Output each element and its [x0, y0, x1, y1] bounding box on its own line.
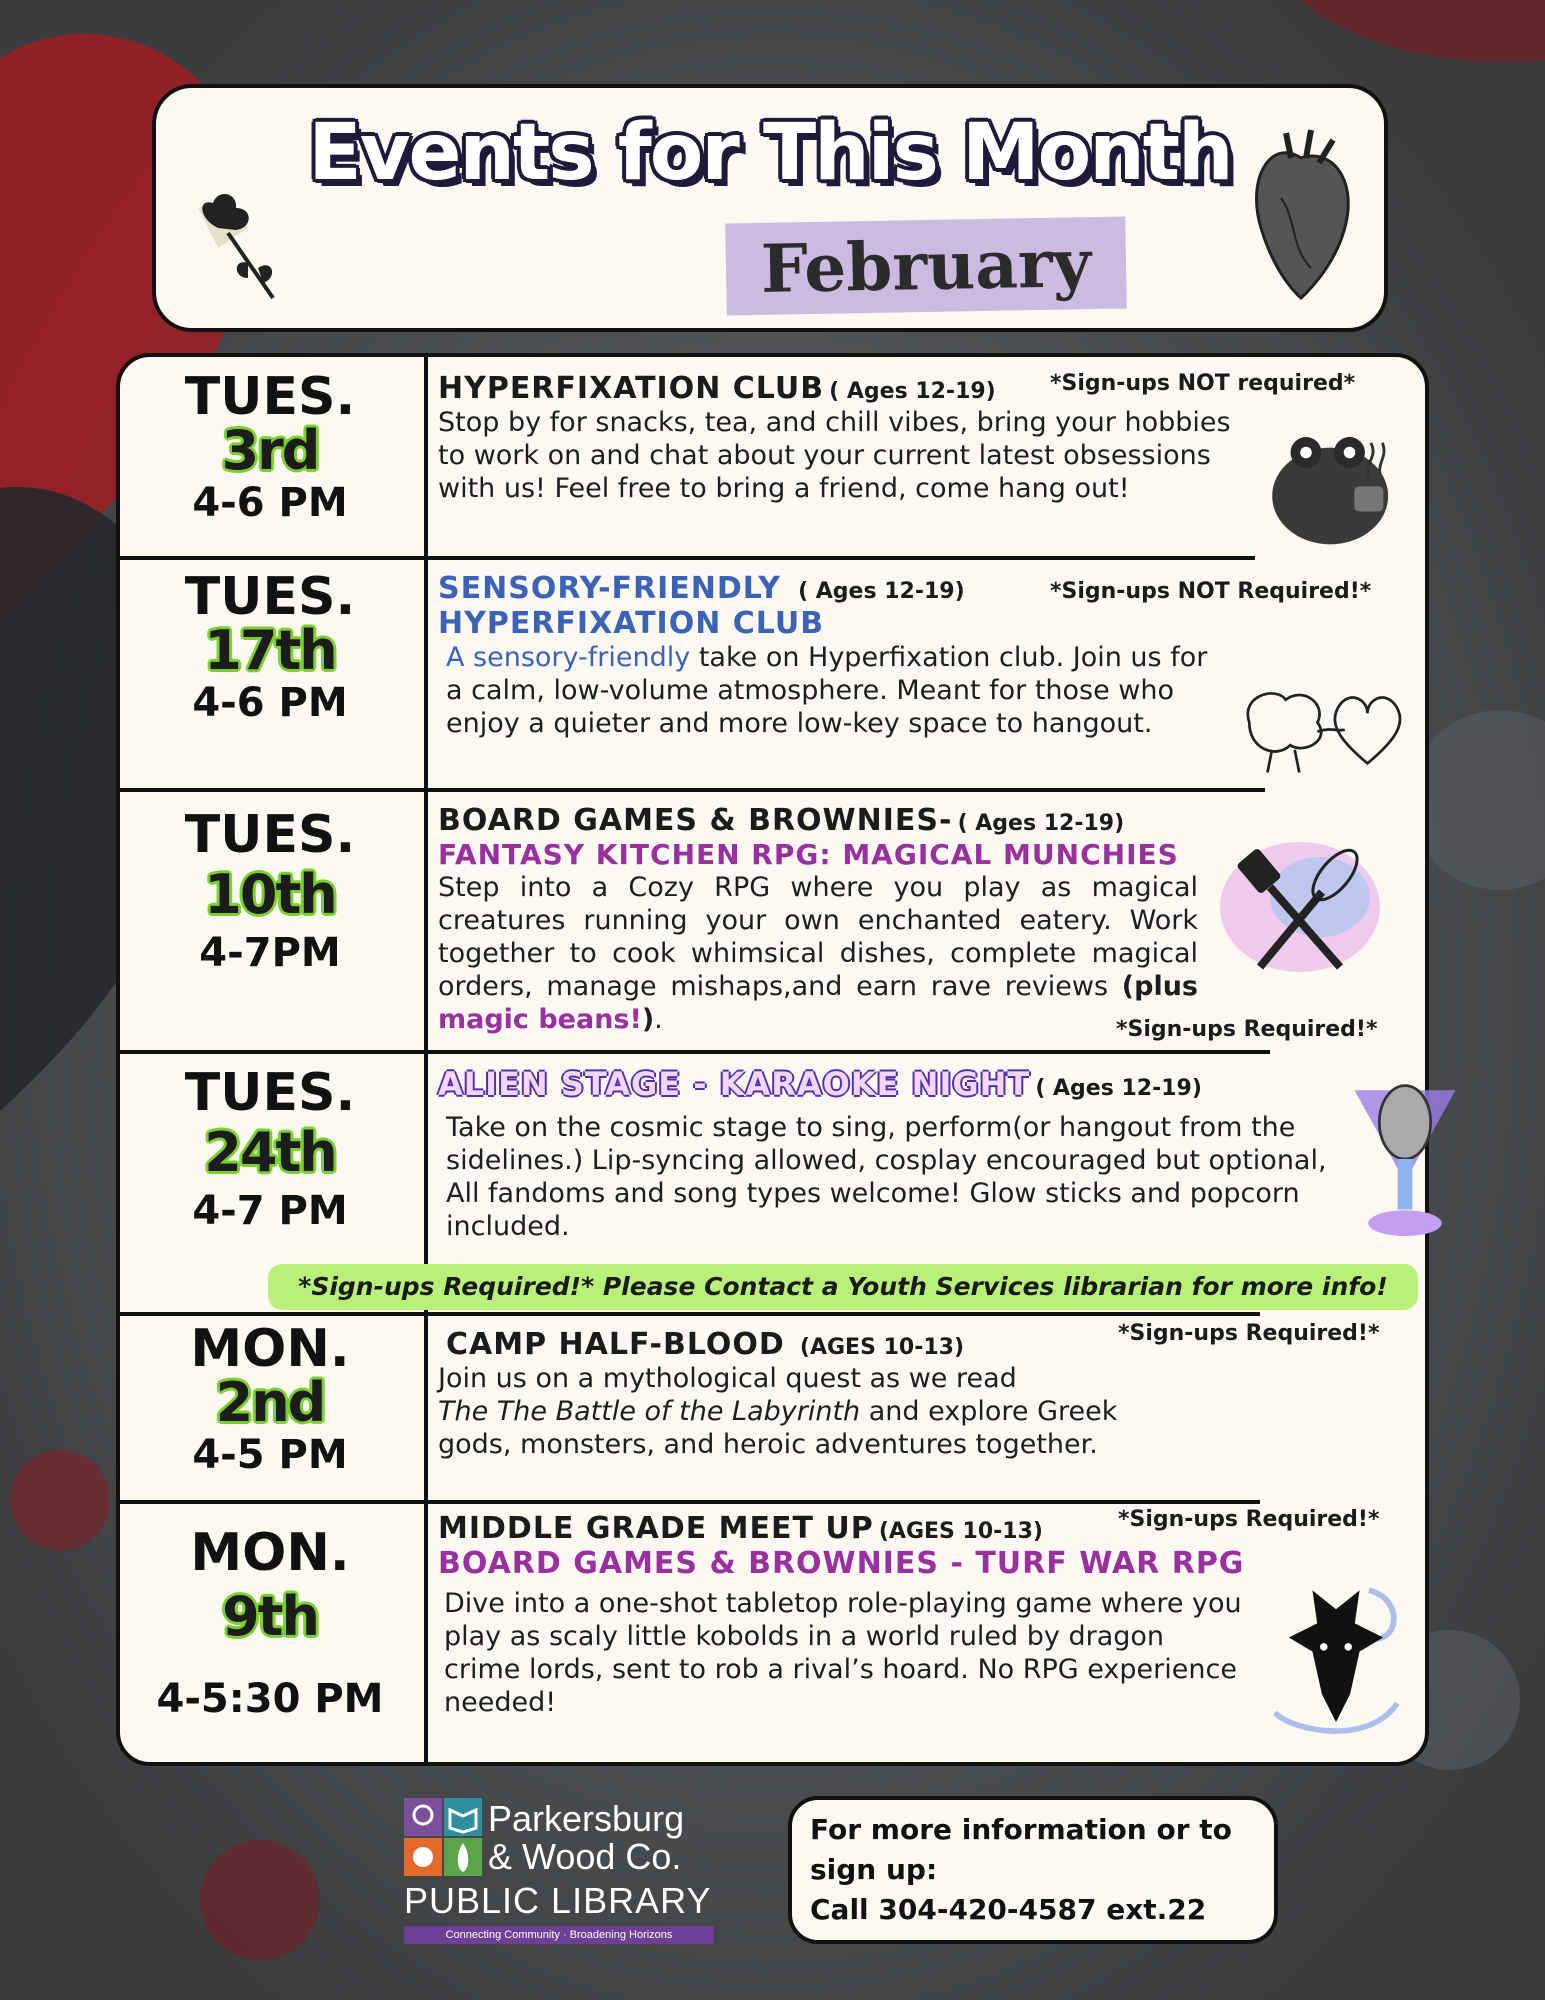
row-divider — [120, 788, 1265, 792]
event-date — [120, 805, 420, 976]
event-subtitle: FANTASY KITCHEN RPG: MAGICAL MUNCHIES — [438, 838, 1179, 871]
event-title: HYPERFIXATION CLUB — [438, 371, 825, 406]
event-time: 4-7 PM — [192, 1187, 348, 1234]
row-divider — [120, 1500, 1260, 1504]
event-description: Stop by for snacks, tea, and chill vibes, bring your hobbies to work on and chat about your current latest obsessions with us! Feel free to bring a friend, come hang out! — [438, 407, 1231, 504]
logo-text: & Wood Co. — [488, 1836, 682, 1877]
event-time: 4-5:30 PM — [156, 1675, 384, 1722]
spatula-whisk-icon — [1210, 827, 1390, 987]
event-day: MON. — [190, 1523, 350, 1583]
signup-note: *Sign-ups NOT required* — [1050, 371, 1356, 396]
microphone-icon — [1350, 1069, 1460, 1249]
frog-tea-icon — [1260, 409, 1410, 554]
event-description: Take on the cosmic stage to sing, perform(or hangout from the sidelines.) Lip-syncing allowed, cosplay encouraged but optional, All fandoms and song types welcome! Glow sticks and popcorn included. — [446, 1112, 1327, 1242]
event-day: TUES. — [184, 567, 356, 627]
library-logo-icon — [404, 1798, 484, 1878]
event-details — [438, 1327, 1238, 1461]
event-ages: ( Ages 12-19) — [957, 811, 1125, 836]
event-description — [438, 871, 1198, 1036]
flower-icon — [178, 188, 288, 308]
event-ages: ( Ages 12-19) — [798, 579, 965, 604]
event-ages: ( Ages 12-19) — [1035, 1076, 1202, 1101]
header-box — [152, 84, 1388, 332]
event-title: CAMP HALF-BLOOD — [446, 1327, 785, 1362]
description-highlight: A sensory-friendly — [446, 642, 691, 673]
description-text: Step into a Cozy RPG where you play as magical creatures running your own enchanted eatery. Work together to cook whimsical dishes, complete magical orders, manage mishaps,and earn rave reviews — [438, 872, 1198, 1002]
row-divider — [120, 556, 1255, 560]
description-line: Join us on a mythological quest as we read — [438, 1363, 1017, 1394]
contact-text: sign up: — [810, 1853, 938, 1886]
event-day-number: 24th — [204, 1121, 336, 1184]
event-details — [438, 1065, 1338, 1243]
anatomical-heart-icon — [1241, 128, 1361, 308]
month-label: February — [760, 224, 1092, 308]
logo-tagline: Connecting Community · Broadening Horizons — [404, 1926, 714, 1944]
description-line: gods, monsters, and heroic adventures together. — [438, 1429, 1098, 1460]
event-date — [120, 1063, 420, 1234]
events-card — [116, 353, 1429, 1766]
description-bold: (plus — [1121, 971, 1198, 1002]
page-title: Events for This Month — [308, 108, 1232, 198]
book-title: The The Battle of the Labyrinth — [438, 1396, 861, 1427]
event-ages: ( Ages 12-19) — [829, 379, 996, 404]
signup-contact-note: *Sign-ups Required!* Please Contact a Youth Services librarian for more info! — [268, 1264, 1418, 1310]
event-date — [120, 1523, 420, 1722]
event-title: BOARD GAMES & BROWNIES- — [438, 803, 953, 838]
description-text: . — [654, 1004, 663, 1035]
event-day: TUES. — [184, 367, 356, 427]
event-time: 4-6 PM — [192, 479, 348, 526]
row-divider — [120, 1050, 1270, 1054]
brain-heart-icon — [1222, 677, 1422, 777]
event-date — [120, 567, 420, 726]
event-day-number: 3rd — [221, 419, 319, 482]
event-time: 4-5 PM — [192, 1431, 348, 1478]
event-details — [438, 1511, 1338, 1719]
event-time: 4-7PM — [199, 929, 341, 976]
contact-info-box — [788, 1796, 1278, 1944]
event-date — [120, 1319, 420, 1478]
column-divider — [424, 357, 428, 1762]
event-day-number: 2nd — [215, 1371, 325, 1434]
library-logo — [404, 1798, 724, 1948]
month-highlight — [725, 217, 1127, 316]
event-description — [438, 641, 1226, 740]
contact-phone: Call 304-420-4587 ext.22 — [810, 1893, 1207, 1926]
event-day-number: 9th — [222, 1585, 318, 1648]
signup-note: *Sign-ups Required!* — [1118, 1507, 1380, 1532]
description-text: take on Hyperfixation club. Join us for a calm, low-volume atmosphere. Meant for those who enjoy a quieter and more low-key space to hangout. — [446, 642, 1208, 739]
event-title: MIDDLE GRADE MEET UP — [438, 1511, 874, 1546]
logo-text: PUBLIC LIBRARY — [404, 1880, 712, 1921]
event-subtitle: BOARD GAMES & BROWNIES - TURF WAR RPG — [438, 1546, 1245, 1581]
event-day: TUES. — [184, 805, 356, 865]
signup-note: *Sign-ups Required!* — [1116, 1017, 1378, 1042]
description-bold: ) — [641, 1004, 655, 1035]
contact-text: For more information or to — [810, 1813, 1232, 1846]
event-ages: (AGES 10-13) — [878, 1519, 1043, 1544]
event-time: 4-6 PM — [192, 679, 348, 726]
event-day: MON. — [190, 1319, 350, 1379]
event-title: ALIEN STAGE - KARAOKE NIGHT — [438, 1065, 1031, 1103]
signup-note: *Sign-ups Required!* — [1118, 1321, 1380, 1346]
event-description: Dive into a one-shot tabletop role-playing game where you play as scaly little kobolds in a world ruled by dragon crime lords, sent to rob a rival’s hoard. No RPG experience needed! — [444, 1588, 1242, 1718]
event-description — [438, 1362, 1238, 1461]
event-details — [438, 803, 1318, 1036]
dragon-icon — [1256, 1571, 1416, 1751]
row-divider — [120, 1312, 1260, 1316]
event-day: TUES. — [184, 1063, 356, 1123]
description-bold-purple: magic beans! — [438, 1004, 642, 1035]
event-title: HYPERFIXATION CLUB — [438, 606, 825, 641]
event-title: SENSORY-FRIENDLY — [438, 571, 781, 606]
description-line: and explore Greek — [860, 1396, 1118, 1427]
logo-text: Parkersburg — [488, 1798, 685, 1839]
event-date — [120, 367, 420, 526]
signup-note: *Sign-ups NOT Required!* — [1050, 579, 1372, 604]
event-day-number: 17th — [204, 619, 336, 682]
event-ages: (AGES 10-13) — [799, 1335, 964, 1360]
event-day-number: 10th — [204, 863, 336, 926]
